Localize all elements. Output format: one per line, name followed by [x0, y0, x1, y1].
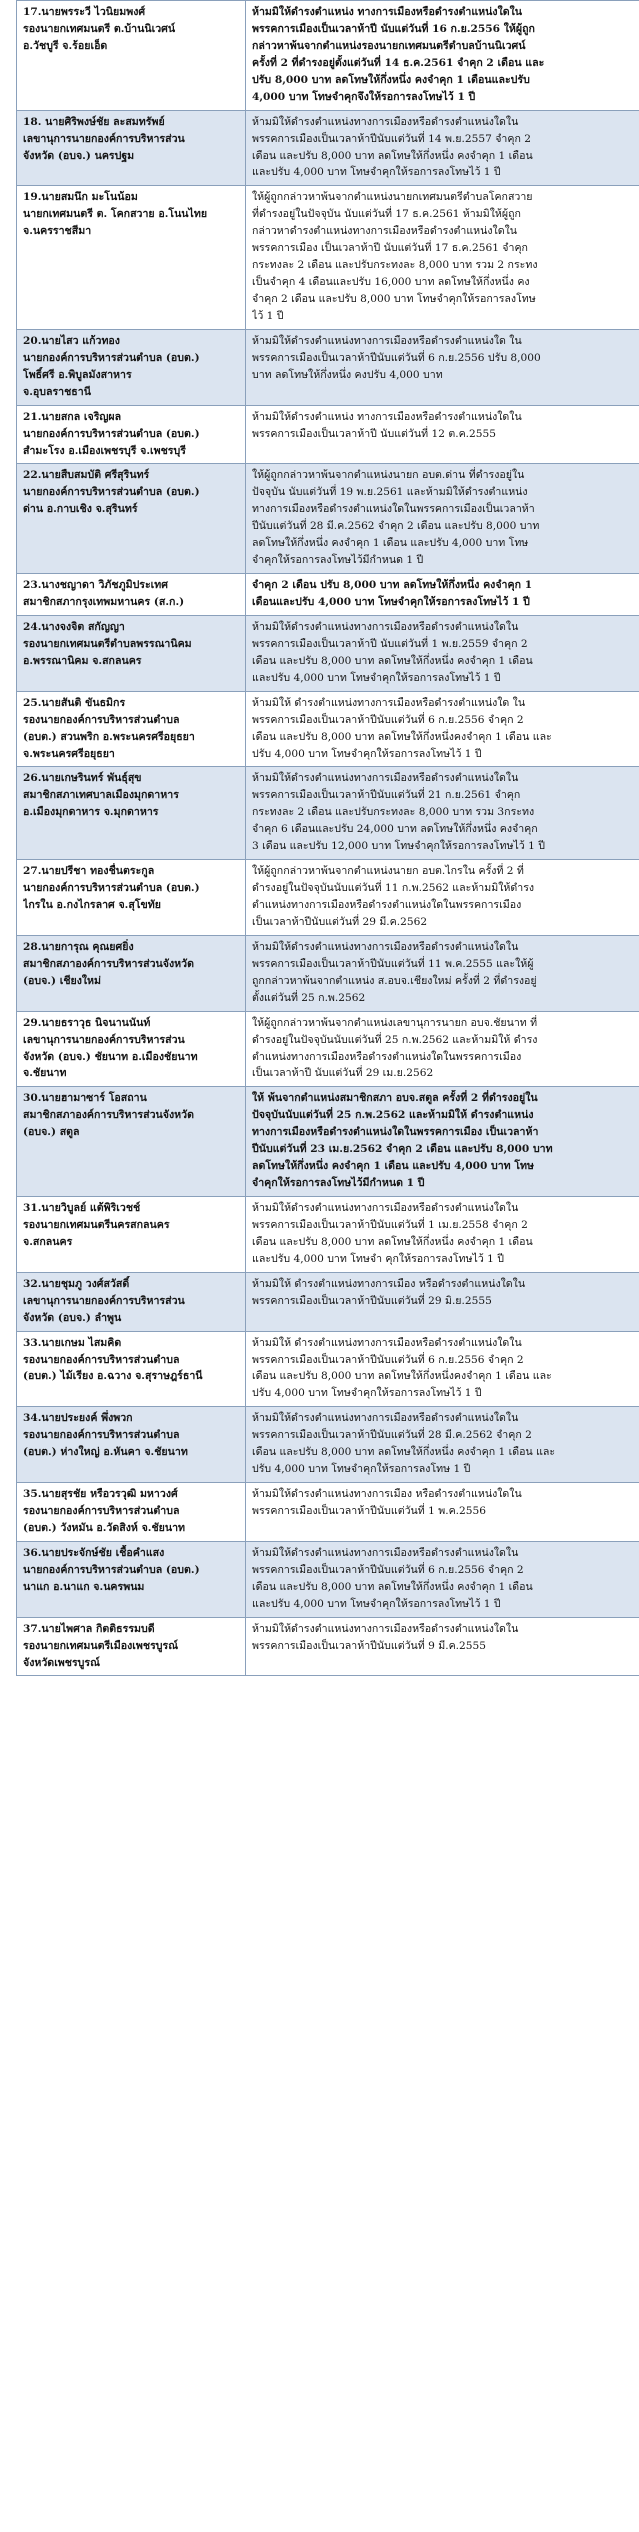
penalty-cell: [246, 110, 639, 186]
table-row: [17, 1197, 639, 1273]
penalty-line: เดือน และปรับ 8,000 บาท ลดโทษให้กึ่งหนึ่งคงจำคุก 1 เดือน และ: [252, 1370, 552, 1383]
penalty-document: [16, 0, 624, 1676]
official-name-cell: [17, 1272, 246, 1331]
official-name-line: 31.นายวิบูลย์ แต้พิริเวชช์: [23, 1202, 141, 1214]
table-row: [17, 1011, 639, 1087]
official-name-cell: [17, 1617, 246, 1676]
penalty-cell: [246, 935, 639, 1011]
official-name-cell: [17, 464, 246, 574]
official-name-cell: [17, 935, 246, 1011]
penalty-cell: [246, 1541, 639, 1617]
official-name-cell: [17, 405, 246, 464]
penalty-line: ห้ามมิให้ ดำรงตำแหน่งทางการเมือง หรือดำรงตำแหน่งใดใน: [252, 1277, 526, 1290]
penalty-line: ทางการเมืองหรือดำรงตำแหน่งใดในพรรคการเมือง เป็นเวลาห้า: [252, 1126, 539, 1139]
penalty-cell: [246, 1617, 639, 1676]
penalty-line: ปีนับแต่วันที่ 28 มี.ค.2562 จำคุก 2 เดือน และปรับ 8,000 บาท: [252, 520, 540, 533]
penalty-cell: [246, 691, 639, 767]
official-name-line: นายกองค์การบริหารส่วนตำบล (อบต.): [23, 882, 200, 895]
penalty-line: เป็นเวลาห้าปีนับแต่วันที่ 29 มี.ค.2562: [252, 915, 428, 928]
penalty-line: พรรคการเมืองเป็นเวลาห้าปีนับแต่วันที่ 6 ก.ย.2556 จำคุก 2: [252, 1563, 524, 1576]
table-row: [17, 1617, 639, 1676]
penalty-line: ปรับ 4,000 บาท โทษจำคุกให้รอการลงโทษไว้ 1 ปี: [252, 1387, 482, 1400]
table-row: [17, 464, 639, 574]
official-name-line: สมาชิกสภาองค์การบริหารส่วนจังหวัด: [23, 1109, 194, 1122]
penalty-line: 3 เดือน และปรับ 12,000 บาท โทษจำคุกให้รอการลงโทษไว้ 1 ปี: [252, 840, 545, 853]
official-name-line: เลขานุการนายกองค์การบริหารส่วน: [23, 1033, 185, 1046]
official-name-line: 24.นางจงจิต สกัญญา: [23, 620, 125, 633]
penalty-line: และปรับ 4,000 บาท โทษจำคุกให้รอการลงโทษไว้ 1 ปี: [252, 671, 501, 684]
official-name-line: โพธิ์ศรี อ.พิบูลมังสาหาร: [23, 368, 132, 381]
penalty-cell: [246, 329, 639, 405]
penalty-line: พรรคการเมืองเป็นเวลาห้าปีนับแต่วันที่ 29 มิ.ย.2555: [252, 1294, 492, 1307]
penalty-line: ให้ผู้ถูกกล่าวหาพ้นจากตำแหน่งนายกเทศมนตรีตำบลโคกสวาย: [252, 191, 533, 204]
official-name-cell: [17, 574, 246, 616]
table-row: [17, 186, 639, 330]
penalty-line: ดำรงอยู่ในปัจจุบันนับแต่วันที่ 11 ก.พ.2562 และห้ามมิให้ดำรง: [252, 882, 535, 895]
official-name-line: 25.นายสันติ ขันธมิกร: [23, 696, 126, 709]
official-name-line: นายกองค์การบริหารส่วนตำบล (อบต.): [23, 1563, 200, 1576]
penalty-line: ห้ามมิให้ดำรงตำแหน่ง ทางการเมืองหรือดำรงตำแหน่งใดใน: [252, 6, 523, 18]
table-row: [17, 691, 639, 767]
official-name-line: (อบต.) ไม้เรียง อ.ฉวาง จ.สุราษฎร์ธานี: [23, 1370, 203, 1383]
official-name-line: 37.นายไพศาล กิตติธรรมบดี: [23, 1622, 155, 1635]
official-name-line: (อบต.) สวนพริก อ.พระนครศรีอยุธยา: [23, 730, 195, 743]
penalty-table-body: [17, 1, 639, 1676]
penalty-line: พรรคการเมืองเป็นเวลาห้าปีนับแต่วันที่ 21 ก.ย.2561 จำคุก: [252, 789, 521, 802]
penalty-line: จำคุก 2 เดือน ปรับ 8,000 บาท ลดโทษให้กึ่งหนึ่ง คงจำคุก 1: [252, 579, 533, 592]
penalty-line: ห้ามมิให้ดำรงตำแหน่งทางการเมืองหรือดำรงตำแหน่งใดใน: [252, 1202, 519, 1214]
penalty-cell: [246, 1, 639, 111]
penalty-line: ให้ผู้ถูกกล่าวหาพ้นจากตำแหน่งนายก อบต.ด่าน ที่ดำรงอยู่ใน: [252, 469, 525, 482]
penalty-line: ตำแหน่งทางการเมืองหรือดำรงตำแหน่งใดในพรรคการเมือง: [252, 899, 522, 911]
penalty-line: 4,000 บาท โทษจำคุกจึงให้รอการลงโทษไว้ 1 ปี: [252, 90, 476, 103]
penalty-line: เดือนและปรับ 4,000 บาท โทษจำคุกให้รอการลงโทษไว้ 1 ปี: [252, 596, 530, 608]
penalty-cell: [246, 1272, 639, 1331]
official-name-line: เลขานุการนายกองค์การบริหารส่วน: [23, 1294, 185, 1307]
penalty-line: เป็นเวลาห้าปี นับแต่วันที่ 29 เม.ย.2562: [252, 1067, 434, 1080]
official-name-line: รองนายกเทศมนตรีตำบลพรรณานิคม: [23, 637, 192, 650]
official-name-cell: [17, 767, 246, 860]
official-name-line: 18. นายศิริพงษ์ชัย ละสมทรัพย์: [23, 115, 165, 128]
penalty-cell: [246, 1407, 639, 1483]
penalty-line: พรรคการเมืองเป็นเวลาห้าปีนับแต่วันที่ 1 เม.ย.2558 จำคุก 2: [252, 1218, 528, 1231]
penalty-line: ตั้งแต่วันที่ 25 ก.พ.2562: [252, 991, 366, 1004]
official-name-line: 20.นายไสว แก้วทอง: [23, 334, 120, 347]
official-name-line: รองนายกเทศมนตรี ต.บ้านนิเวศน์: [23, 22, 176, 35]
official-name-cell: [17, 1087, 246, 1197]
penalty-line: ห้ามมิให้ ดำรงตำแหน่งทางการเมืองหรือดำรงตำแหน่งใดใน: [252, 1336, 522, 1349]
penalty-cell: [246, 1011, 639, 1087]
penalty-line: ห้ามมิให้ดำรงตำแหน่งทางการเมืองหรือดำรงตำแหน่งใดใน: [252, 1546, 519, 1559]
penalty-line: ห้ามมิให้ดำรงตำแหน่งทางการเมืองหรือดำรงตำแหน่งใดใน: [252, 620, 519, 633]
official-name-line: นายกเทศมนตรี ต. โคกสวาย อ.โนนไทย: [23, 208, 208, 221]
official-name-cell: [17, 1407, 246, 1483]
official-name-line: สมาชิกสภาเทศบาลเมืองมุกดาหาร: [23, 789, 179, 802]
table-row: [17, 110, 639, 186]
penalty-cell: [246, 574, 639, 616]
official-name-line: นายกองค์การบริหารส่วนตำบล (อบต.): [23, 351, 200, 364]
official-name-cell: [17, 615, 246, 691]
table-row: [17, 860, 639, 936]
penalty-line: จำคุก 2 เดือน และปรับ 8,000 บาท โทษจำคุกให้รอการลงโทษ: [252, 293, 536, 305]
penalty-line: ที่ดำรงอยู่ในปัจจุบัน นับแต่วันที่ 17 ธ.ค.2561 ห้ามมิให้ผู้ถูก: [252, 208, 521, 221]
penalty-line: ห้ามมิให้ดำรงตำแหน่ง ทางการเมืองหรือดำรงตำแหน่งใดใน: [252, 410, 522, 423]
official-name-line: (อบจ.) สตูล: [23, 1126, 80, 1139]
official-name-line: อ.เมืองมุกดาหาร จ.มุกดาหาร: [23, 806, 159, 819]
official-name-line: 19.นายสมนึก มะโนน้อม: [23, 191, 138, 204]
official-name-line: นายกองค์การบริหารส่วนตำบล (อบต.): [23, 427, 200, 440]
official-name-line: จ.อุบลราชธานี: [23, 385, 91, 398]
official-name-line: 32.นายชุมภู วงศ์สวัสดิ์: [23, 1277, 130, 1290]
official-name-line: ด่าน อ.กาบเชิง จ.สุรินทร์: [23, 503, 138, 516]
penalty-line: ครั้งที่ 2 ที่ดำรงอยู่ตั้งแต่วันที่ 14 ธ.ค.2561 จำคุก 2 เดือน และ: [252, 56, 545, 69]
penalty-line: พรรคการเมือง เป็นเวลาห้าปี นับแต่วันที่ 17 ธ.ค.2561 จำคุก: [252, 242, 528, 255]
official-name-line: (อบต.) ห่างใหญ่ อ.หันคา จ.ชัยนาท: [23, 1446, 188, 1459]
penalty-line: ถูกกล่าวหาพ้นจากตำแหน่ง ส.อบจ.เชียงใหม่ ครั้งที่ 2 ที่ดำรงอยู่: [252, 974, 537, 987]
penalty-cell: [246, 767, 639, 860]
penalty-line: ดำรงอยู่ในปัจจุบันนับแต่วันที่ 25 ก.พ.2562 และห้ามมิให้ ดำรง: [252, 1033, 538, 1046]
official-name-cell: [17, 186, 246, 330]
penalty-line: พรรคการเมืองเป็นเวลาห้าปีนับแต่วันที่ 11 พ.ค.2555 และให้ผู้: [252, 957, 534, 970]
penalty-line: พรรคการเมืองเป็นเวลาห้าปีนับแต่วันที่ 1 พ.ค.2556: [252, 1505, 486, 1517]
official-name-line: 33.นายเกษม ไสมคิด: [23, 1336, 122, 1349]
penalty-line: พรรคการเมืองเป็นเวลาห้าปี นับแต่วันที่ 1 พ.ย.2559 จำคุก 2: [252, 637, 528, 650]
official-name-line: นายกองค์การบริหารส่วนตำบล (อบต.): [23, 486, 200, 499]
table-row: [17, 615, 639, 691]
official-name-line: รองนายกเทศมนตรีเมืองเพชรบูรณ์: [23, 1639, 179, 1652]
table-row: [17, 1407, 639, 1483]
penalty-line: พรรคการเมืองเป็นเวลาห้าปีนับแต่วันที่ 6 ก.ย.2556 จำคุก 2: [252, 713, 524, 726]
official-name-line: 36.นายประจักษ์ชัย เชื้อคำแสง: [23, 1546, 165, 1559]
penalty-line: และปรับ 4,000 บาท โทษจำคุกให้รอการลงโทษไว้ 1 ปี: [252, 1597, 501, 1610]
official-name-cell: [17, 110, 246, 186]
table-row: [17, 329, 639, 405]
official-name-line: รองนายกองค์การบริหารส่วนตำบล: [23, 1429, 180, 1442]
official-name-line: จ.ชัยนาท: [23, 1067, 67, 1080]
penalty-line: พรรคการเมืองเป็นเวลาห้าปีนับแต่วันที่ 28 มี.ค.2562 จำคุก 2: [252, 1429, 532, 1442]
penalty-line: จำคุกให้รอการลงโทษไว้มีกำหนด 1 ปี: [252, 554, 424, 567]
penalty-cell: [246, 464, 639, 574]
penalty-line: ปรับ 4,000 บาท โทษจำคุกให้รอการลงโทษ 1 ปี: [252, 1463, 471, 1476]
penalty-line: ปัจจุบันนับแต่วันที่ 25 ก.พ.2562 และห้ามมิให้ ดำรงตำแหน่ง: [252, 1109, 534, 1122]
table-row: [17, 1, 639, 111]
penalty-line: เดือน และปรับ 8,000 บาท ลดโทษให้กึ่งหนึ่ง คงจำคุก 1 เดือน และ: [252, 1446, 556, 1459]
official-name-line: สมาชิกสภาองค์การบริหารส่วนจังหวัด: [23, 957, 194, 970]
penalty-line: ลดโทษให้กึ่งหนึ่ง คงจำคุก 1 เดือน และปรับ 4,000 บาท โทษ: [252, 537, 529, 550]
table-row: [17, 1483, 639, 1542]
official-name-line: 17.นายพรระวี ไวนิยมพงศ์: [23, 6, 146, 18]
official-name-line: รองนายกองค์การบริหารส่วนตำบล: [23, 1505, 180, 1517]
penalty-line: พรรคการเมืองเป็นเวลาห้าปีนับแต่วันที่ 14 พ.ย.2557 จำคุก 2: [252, 132, 531, 145]
table-row: [17, 1087, 639, 1197]
penalty-line: ให้ผู้ถูกกล่าวหาพ้นจากตำแหน่งนายก อบต.ไกรใน ครั้งที่ 2 ที่: [252, 865, 524, 878]
penalty-line: พรรคการเมืองเป็นเวลาห้าปีนับแต่วันที่ 6 ก.ย.2556 ปรับ 8,000: [252, 351, 541, 364]
penalty-line: ห้ามมิให้ ดำรงตำแหน่งทางการเมืองหรือดำรงตำแหน่งใด ใน: [252, 696, 526, 709]
official-name-line: จ.พระนครศรีอยุธยา: [23, 747, 115, 760]
official-name-line: เลขานุการนายกองค์การบริหารส่วน: [23, 132, 185, 145]
official-name-line: อ.พรรณานิคม จ.สกลนคร: [23, 654, 142, 667]
table-row: [17, 767, 639, 860]
penalty-cell: [246, 860, 639, 936]
penalty-cell: [246, 1197, 639, 1273]
penalty-line: พรรคการเมืองเป็นเวลาห้าปีนับแต่วันที่ 6 ก.ย.2556 จำคุก 2: [252, 1353, 524, 1366]
penalty-line: กล่าวหาพ้นจากตำแหน่งรองนายกเทศมนตรีตำบลบ้านนิเวศน์: [252, 39, 526, 52]
official-name-line: 22.นายสืบสมบัติ ศรีสุรินทร์: [23, 469, 150, 482]
official-name-line: อ.วัชบูรี จ.ร้อยเอ็ด: [23, 39, 108, 52]
penalty-line: จำคุกให้รอการลงโทษไว้มีกำหนด 1 ปี: [252, 1177, 425, 1190]
official-name-line: 29.นายธราวุธ นิจนานนันท์: [23, 1016, 151, 1029]
penalty-cell: [246, 615, 639, 691]
penalty-line: กระทงละ 2 เดือน และปรับกระทงละ 8,000 บาท รวม 3กระทง: [252, 806, 535, 819]
official-name-line: รองนายกองค์การบริหารส่วนตำบล: [23, 713, 180, 726]
official-name-line: รองนายกเทศมนตรีนครสกลนคร: [23, 1218, 170, 1231]
penalty-line: ลดโทษให้กึ่งหนึ่ง คงจำคุก 1 เดือน และปรับ 4,000 บาท โทษ: [252, 1160, 535, 1173]
official-name-line: 30.นายฮามาซาร์ โอสถาน: [23, 1092, 147, 1105]
table-row: [17, 1272, 639, 1331]
penalty-line: เดือน และปรับ 8,000 บาท ลดโทษให้กึ่งหนึ่ง คงจำคุก 1 เดือน: [252, 1235, 533, 1248]
penalty-line: กระทงละ 2 เดือน และปรับกระทงละ 8,000 บาท รวม 2 กระทง: [252, 259, 538, 272]
penalty-cell: [246, 1483, 639, 1542]
penalty-line: ให้ผู้ถูกกล่าวหาพ้นจากตำแหน่งเลขานุการนายก อบจ.ชัยนาท ที่: [252, 1016, 538, 1029]
official-name-cell: [17, 1331, 246, 1407]
penalty-line: กล่าวหาดำรงตำแหน่งทางการเมืองหรือดำรงตำแหน่งใดใน: [252, 225, 518, 238]
official-name-line: 27.นายปรีชา ทองชื่นตระกูล: [23, 865, 155, 878]
penalty-line: ให้ พ้นจากตำแหน่งสมาชิกสภา อบจ.สตูล ครั้งที่ 2 ที่ดำรงอยู่ใน: [252, 1092, 538, 1105]
penalty-line: เดือน และปรับ 8,000 บาท ลดโทษให้กึ่งหนึ่งคงจำคุก 1 เดือน และ: [252, 730, 552, 743]
official-name-line: สำมะโรง อ.เมืองเพชรบุรี จ.เพชรบุรี: [23, 444, 186, 457]
table-row: [17, 405, 639, 464]
penalty-line: ปรับ 8,000 บาท ลดโทษให้กึ่งหนึ่ง คงจำคุก 1 เดือนและปรับ: [252, 73, 530, 86]
penalty-line: ห้ามมิให้ดำรงตำแหน่งทางการเมืองหรือดำรงตำแหน่งใดใน: [252, 1412, 519, 1425]
official-name-line: จังหวัดเพชรบูรณ์: [23, 1656, 100, 1669]
official-name-cell: [17, 1, 246, 111]
penalty-line: พรรคการเมืองเป็นเวลาห้าปี นับแต่วันที่ 16 ก.ย.2556 ให้ผู้ถูก: [252, 22, 535, 35]
penalty-line: จำคุก 6 เดือนและปรับ 24,000 บาท ลดโทษให้กึ่งหนึ่ง คงจำคุก: [252, 823, 538, 836]
penalty-table: [16, 0, 639, 1676]
penalty-line: ห้ามมิให้ดำรงตำแหน่งทางการเมืองหรือดำรงตำแหน่งใดใน: [252, 772, 519, 785]
official-name-line: (อบจ.) เชียงใหม่: [23, 974, 102, 987]
penalty-line: ปรับ 4,000 บาท โทษจำคุกให้รอการลงโทษไว้ 1 ปี: [252, 747, 482, 760]
penalty-line: เป็นจำคุก 4 เดือนและปรับ 16,000 บาท ลดโทษให้กึ่งหนึ่ง คง: [252, 276, 530, 289]
official-name-line: (อบต.) วังหมัน อ.วัดสิงห์ จ.ชัยนาท: [23, 1521, 186, 1534]
penalty-cell: [246, 1331, 639, 1407]
official-name-line: รองนายกองค์การบริหารส่วนตำบล: [23, 1353, 180, 1366]
penalty-line: ไว้ 1 ปี: [252, 309, 284, 322]
penalty-line: บาท ลดโทษให้กึ่งหนึ่ง คงปรับ 4,000 บาท: [252, 368, 443, 381]
official-name-cell: [17, 1011, 246, 1087]
official-name-cell: [17, 1541, 246, 1617]
official-name-cell: [17, 329, 246, 405]
official-name-line: ไกรใน อ.กงไกรลาศ จ.สุโขทัย: [23, 899, 161, 911]
official-name-line: 21.นายสกล เจริญผล: [23, 410, 122, 423]
official-name-line: 35.นายสุรชัย หรือวรวุฒิ มหาวงศ์: [23, 1488, 178, 1501]
official-name-line: จ.สกลนคร: [23, 1235, 73, 1248]
table-row: [17, 1331, 639, 1407]
penalty-line: ห้ามมิให้ดำรงตำแหน่งทางการเมืองหรือดำรงตำแหน่งใดใน: [252, 115, 519, 128]
official-name-cell: [17, 1483, 246, 1542]
penalty-line: ปัจจุบัน นับแต่วันที่ 19 พ.ย.2561 และห้ามมิให้ดำรงตำแหน่ง: [252, 486, 528, 499]
penalty-line: เดือน และปรับ 8,000 บาท ลดโทษให้กึ่งหนึ่ง คงจำคุก 1 เดือน: [252, 654, 533, 667]
official-name-line: จังหวัด (อบจ.) ลำพูน: [23, 1311, 122, 1324]
penalty-line: พรรคการเมืองเป็นเวลาห้าปี นับแต่วันที่ 12 ต.ค.2555: [252, 427, 496, 440]
penalty-line: ห้ามมิให้ดำรงตำแหน่งทางการเมืองหรือดำรงตำแหน่งใด ใน: [252, 334, 522, 347]
penalty-line: เดือน และปรับ 8,000 บาท ลดโทษให้กึ่งหนึ่ง คงจำคุก 1 เดือน: [252, 149, 533, 162]
penalty-line: ห้ามมิให้ดำรงตำแหน่งทางการเมืองหรือดำรงตำแหน่งใดใน: [252, 940, 519, 953]
penalty-line: ทางการเมืองหรือดำรงตำแหน่งใดในพรรคการเมืองเป็นเวลาห้า: [252, 503, 535, 516]
penalty-line: พรรคการเมืองเป็นเวลาห้าปีนับแต่วันที่ 9 มี.ค.2555: [252, 1639, 486, 1652]
official-name-line: 23.นางชญาดา วิภัชภูมิประเทศ: [23, 579, 168, 592]
penalty-cell: [246, 405, 639, 464]
official-name-line: จังหวัด (อบจ.) นครปฐม: [23, 149, 135, 162]
table-row: [17, 574, 639, 616]
official-name-cell: [17, 860, 246, 936]
official-name-line: นาแก อ.นาแก จ.นครพนม: [23, 1580, 145, 1593]
penalty-line: และปรับ 4,000 บาท โทษจำ คุกให้รอการลงโทษไว้ 1 ปี: [252, 1252, 504, 1265]
official-name-line: จ.นครราชสีมา: [23, 225, 92, 238]
penalty-line: และปรับ 4,000 บาท โทษจำคุกให้รอการลงโทษไว้ 1 ปี: [252, 166, 501, 179]
penalty-cell: [246, 186, 639, 330]
penalty-line: ห้ามมิให้ดำรงตำแหน่งทางการเมืองหรือดำรงตำแหน่งใดใน: [252, 1622, 519, 1635]
table-row: [17, 1541, 639, 1617]
penalty-line: ตำแหน่งทางการเมืองหรือดำรงตำแหน่งใดในพรรคการเมือง: [252, 1050, 522, 1063]
penalty-line: ห้ามมิให้ดำรงตำแหน่งทางการเมือง หรือดำรงตำแหน่งใดใน: [252, 1488, 522, 1501]
table-row: [17, 935, 639, 1011]
penalty-line: ปีนับแต่วันที่ 23 เม.ย.2562 จำคุก 2 เดือน และปรับ 8,000 บาท: [252, 1143, 553, 1156]
official-name-cell: [17, 1197, 246, 1273]
official-name-line: 28.นายการุณ คุณยศยิ่ง: [23, 940, 134, 953]
official-name-line: จังหวัด (อบจ.) ชัยนาท อ.เมืองชัยนาท: [23, 1050, 198, 1063]
penalty-cell: [246, 1087, 639, 1197]
official-name-line: 26.นายเกษรินทร์ พันธุ์สุข: [23, 772, 142, 785]
official-name-line: 34.นายประยงค์ พึ่งพวก: [23, 1412, 133, 1425]
official-name-cell: [17, 691, 246, 767]
penalty-line: เดือน และปรับ 8,000 บาท ลดโทษให้กึ่งหนึ่ง คงจำคุก 1 เดือน: [252, 1580, 533, 1593]
official-name-line: สมาชิกสภากรุงเทพมหานคร (ส.ก.): [23, 596, 185, 608]
